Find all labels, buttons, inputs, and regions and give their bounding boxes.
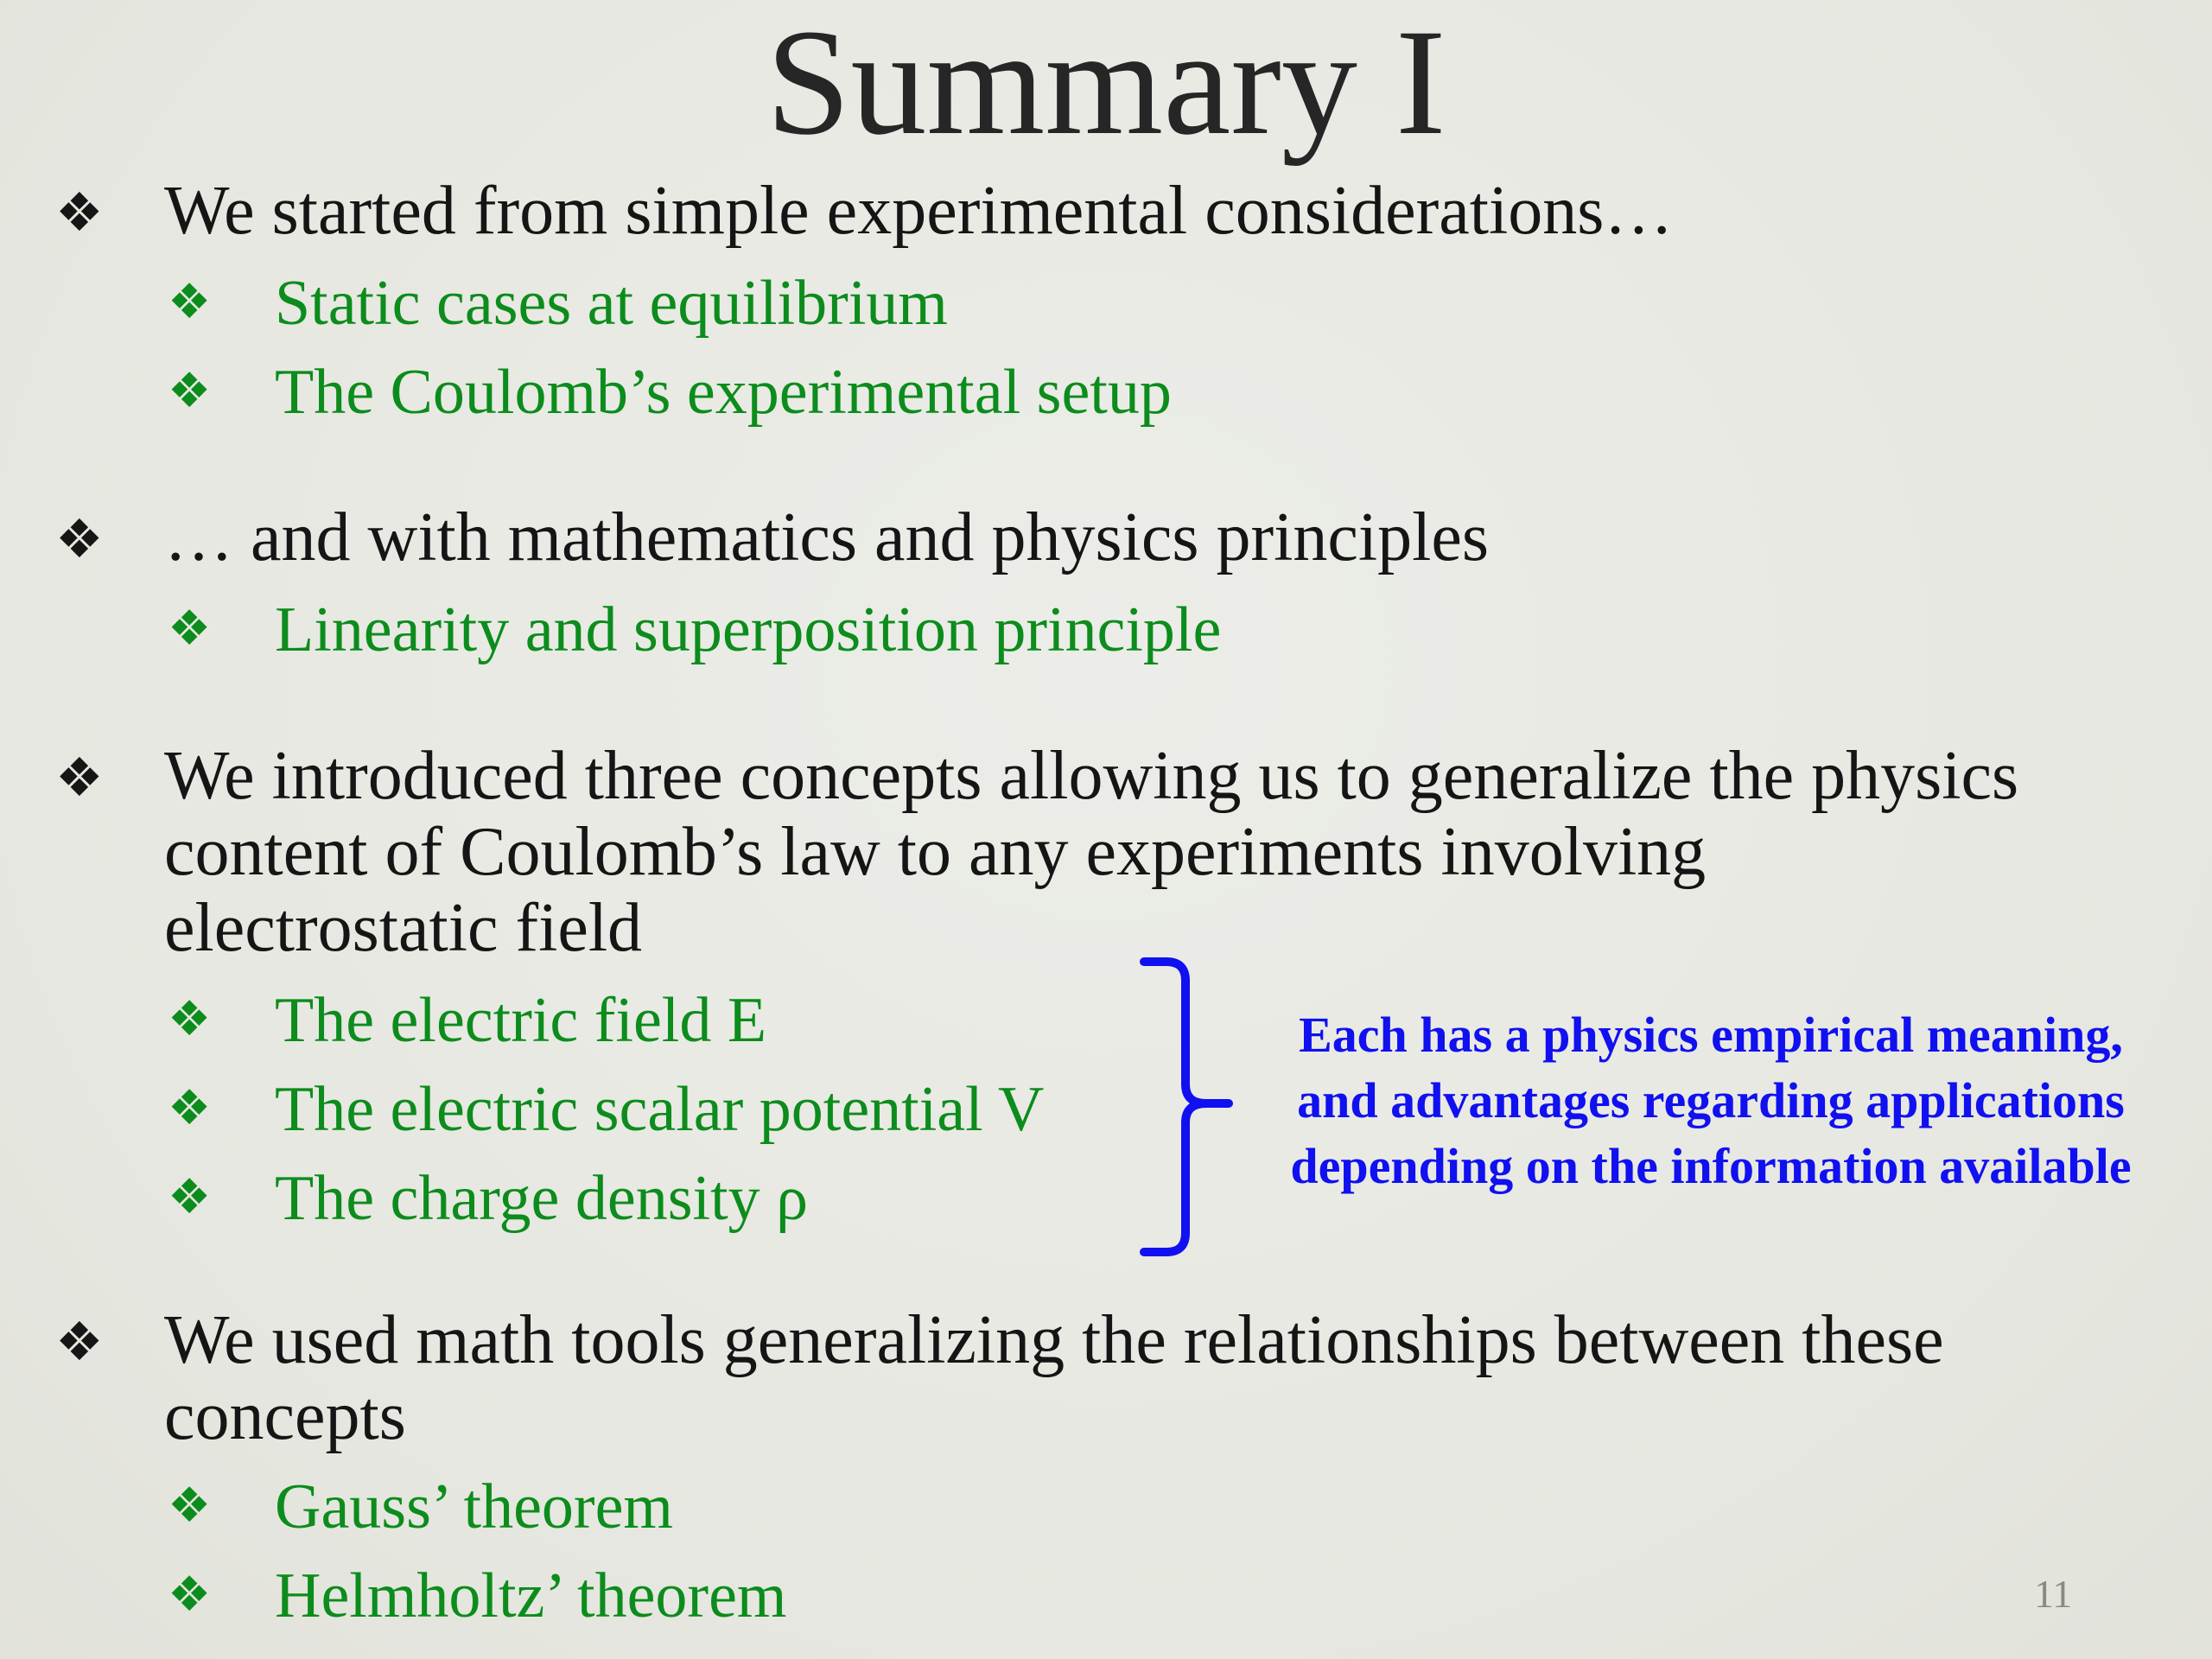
sub-bullet-electric-field: The electric field E [275,985,767,1056]
bullet-diamond-icon: ❖ [55,1310,104,1373]
concepts-note-line-1: Each has a physics empirical meaning, [1299,1007,2123,1063]
bullet-math-tools-line-2: concepts [164,1378,406,1454]
slide-number: 11 [2034,1572,2073,1616]
bullet-diamond-icon: ❖ [55,507,104,570]
sub-bullet-scalar-potential: The electric scalar potential V [275,1074,1045,1145]
concepts-note-line-2: and advantages regarding applications [1297,1072,2125,1128]
bullet-three-concepts-line-3: electrostatic field [164,890,643,966]
concepts-note-line-3: depending on the information available [1290,1138,2132,1194]
sub-bullet-diamond-icon: ❖ [168,1080,212,1136]
slide-title: Summary I [766,0,1446,167]
sub-bullet-charge-density: The charge density ρ [275,1163,809,1234]
sub-bullet-coulomb-setup: The Coulomb’s experimental setup [275,357,1172,428]
bullet-three-concepts-line-1: We introduced three concepts allowing us to generalize the physics [164,738,2019,814]
bullet-math-tools-line-1: We used math tools generalizing the relationships between these [164,1302,1944,1378]
bullet-math-physics: … and with mathematics and physics principles [164,499,1490,575]
sub-bullet-helmholtz-theorem: Helmholtz’ theorem [275,1560,787,1631]
sub-bullet-diamond-icon: ❖ [168,1169,212,1225]
sub-bullet-linearity: Linearity and superposition principle [275,594,1222,665]
sub-bullet-diamond-icon: ❖ [168,991,212,1047]
bullet-diamond-icon: ❖ [55,181,104,244]
sub-bullet-diamond-icon: ❖ [168,1567,212,1623]
bullet-diamond-icon: ❖ [55,746,104,809]
sub-bullet-diamond-icon: ❖ [168,363,212,419]
sub-bullet-diamond-icon: ❖ [168,601,212,657]
sub-bullet-gauss-theorem: Gauss’ theorem [275,1471,673,1542]
bullet-three-concepts-line-2: content of Coulomb’s law to any experiments involving [164,814,1707,890]
sub-bullet-static-cases: Static cases at equilibrium [275,268,948,339]
concepts-note [1227,1002,2195,1199]
right-brace-icon [1132,955,1236,1257]
sub-bullet-diamond-icon: ❖ [168,274,212,330]
bullet-started-from: We started from simple experimental considerations… [164,173,1674,249]
sub-bullet-diamond-icon: ❖ [168,1478,212,1534]
